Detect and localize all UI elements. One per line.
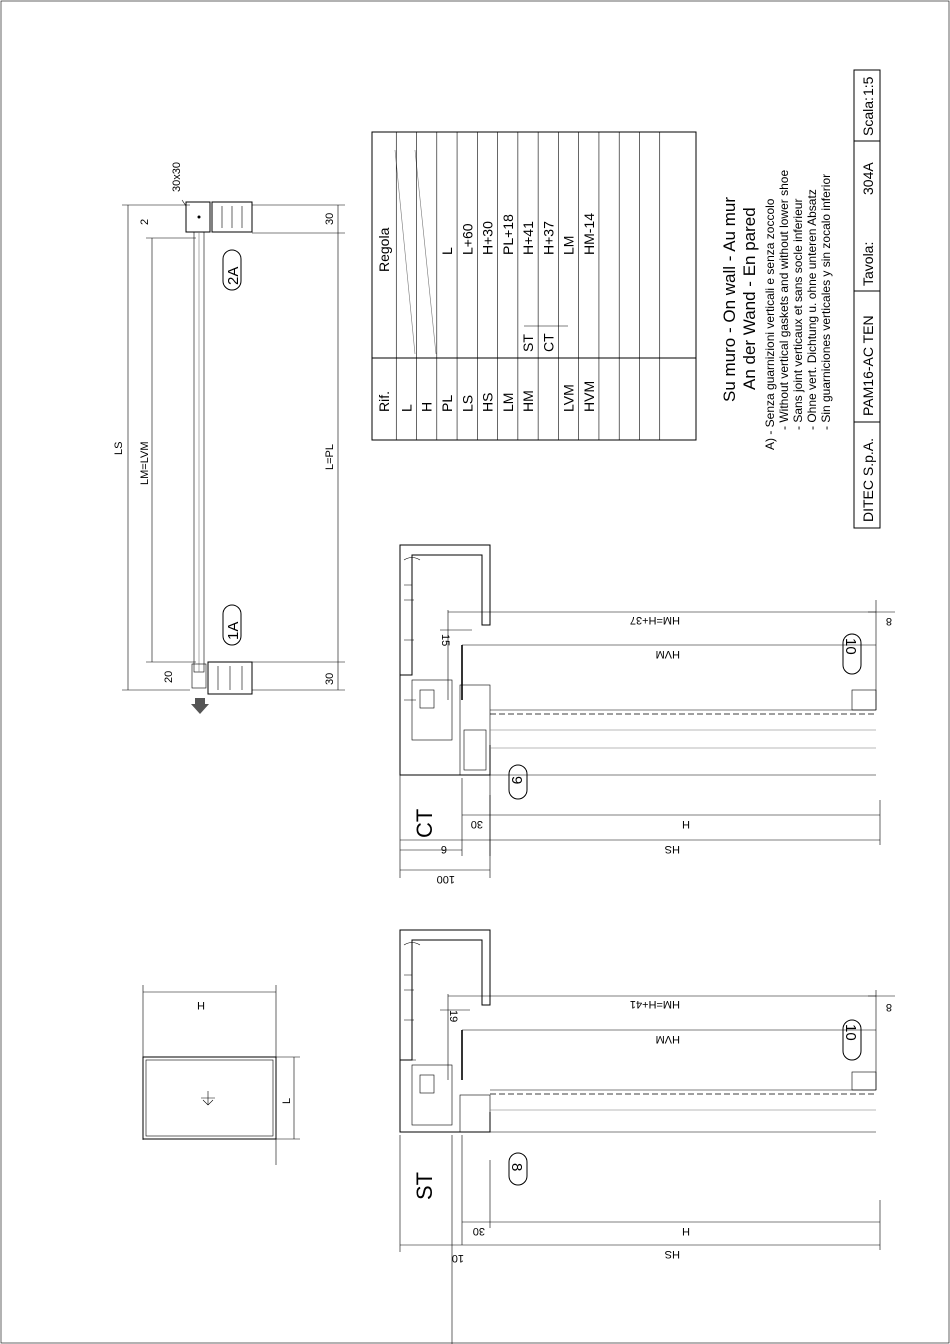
ct-dim-hvm: HVM xyxy=(655,648,680,660)
dim-lm-lvm: LM=LVM xyxy=(139,441,151,485)
table-cell-ref: PL xyxy=(439,394,455,412)
dim-20: 20 xyxy=(163,670,175,683)
ct-dim-100: 100 xyxy=(436,873,455,885)
ct-mark-9-text: 9 xyxy=(508,776,525,785)
drawing-title-1: Su muro - On wall - Au mur xyxy=(720,196,739,402)
ct-dim-6: 6 xyxy=(440,843,447,855)
st-label: ST xyxy=(412,1171,437,1200)
st-dim-hm: HM=H+41 xyxy=(629,998,680,1010)
opening-l: L xyxy=(281,1097,293,1104)
opening-h: H xyxy=(197,999,205,1011)
note-line-5: - Sin guarniciones verticales y sin zocalo inferior xyxy=(819,173,833,430)
plan-view xyxy=(113,162,345,714)
model-name: PAM16-AC TEN xyxy=(860,315,876,416)
dim-30-bottom: 30 xyxy=(324,672,336,685)
st-dim-hs: HS xyxy=(664,1248,680,1260)
opening-direction-arrow xyxy=(191,698,209,714)
table-cell-rule: H+37 xyxy=(540,221,557,255)
ct-dim-8: 8 xyxy=(885,615,892,627)
st-dim-30: 30 xyxy=(472,1225,485,1237)
ct-label: CT xyxy=(412,808,437,838)
st-dim-h: H xyxy=(682,1225,690,1237)
note-line-4: - Ohne vert. Dichtung u. ohne unteren Absatz xyxy=(805,189,819,430)
mark-1a-text: 1A xyxy=(225,621,242,640)
company-name: DITEC S.p.A. xyxy=(860,437,876,522)
table-header-rule: Regola xyxy=(376,227,392,272)
section-st xyxy=(400,930,895,1344)
table-cell-rule: L+60 xyxy=(459,223,476,255)
scale-value: 1:5 xyxy=(860,76,876,96)
rules-table xyxy=(372,132,696,440)
table-cell-ref: LM xyxy=(499,392,516,412)
st-dim-10: 10 xyxy=(451,1252,464,1264)
note-line-3: - Sans joint verticaux et sans socle inferieur xyxy=(791,198,805,430)
table-cell-ref: LS xyxy=(459,394,476,412)
profile-label: 30x30 xyxy=(171,162,183,192)
opening-view xyxy=(143,985,300,1165)
table-cell-ref: H xyxy=(418,401,435,412)
ct-dim-h: H xyxy=(682,818,690,830)
st-dim-19: 19 xyxy=(447,1010,459,1023)
title-area xyxy=(720,170,833,450)
note-line-2: - Without vertical gaskets and without lower shoe xyxy=(777,169,791,430)
table-cell-sub: ST xyxy=(520,334,537,352)
table-number: 304A xyxy=(860,162,876,195)
table-cell-rule: LM xyxy=(560,235,577,255)
table-cell-ref: HVM xyxy=(580,380,597,412)
drawing-title-2: An der Wand - En pared xyxy=(740,207,759,390)
ct-dim-hs: HS xyxy=(664,843,680,855)
note-line-1: A) - Senza guarnizioni verticali e senza zoccolo xyxy=(763,198,777,450)
ct-dim-30: 30 xyxy=(470,818,483,830)
table-cell-rule: PL+18 xyxy=(499,214,516,255)
dim-ls: LS xyxy=(113,441,125,455)
table-cell-ref: L xyxy=(398,404,415,412)
scale-label: Scala: xyxy=(860,97,876,136)
dim-30-top: 30 xyxy=(324,212,336,225)
st-dim-hvm: HVM xyxy=(655,1033,680,1045)
ct-mark-10-text: 10 xyxy=(842,638,859,655)
title-block xyxy=(854,70,880,528)
ct-dim-15: 15 xyxy=(439,634,451,647)
section-ct xyxy=(400,545,895,885)
st-dim-8: 8 xyxy=(885,1001,892,1013)
table-cell-rule: HM-14 xyxy=(580,212,597,255)
table-cell-ref: LVM xyxy=(560,384,577,412)
table-cell-sub: CT xyxy=(540,333,557,352)
table-header-ref: Rif. xyxy=(376,391,392,412)
table-cell-rule: H+41 xyxy=(520,221,537,255)
table-cell-ref: HS xyxy=(479,392,496,412)
st-mark-8-text: 8 xyxy=(508,1163,525,1172)
table-cell-rule: L xyxy=(439,247,455,255)
table-cell-rule: H+30 xyxy=(479,221,496,255)
ct-dim-hm: HM=H+37 xyxy=(629,614,680,626)
st-mark-10-text: 10 xyxy=(842,1024,859,1041)
mark-2a-text: 2A xyxy=(225,266,242,285)
table-label: Tavola: xyxy=(860,241,876,286)
table-cell-ref: HM xyxy=(520,390,537,412)
dim-l-pl: L=PL xyxy=(324,444,336,470)
dim-2: 2 xyxy=(139,218,151,225)
